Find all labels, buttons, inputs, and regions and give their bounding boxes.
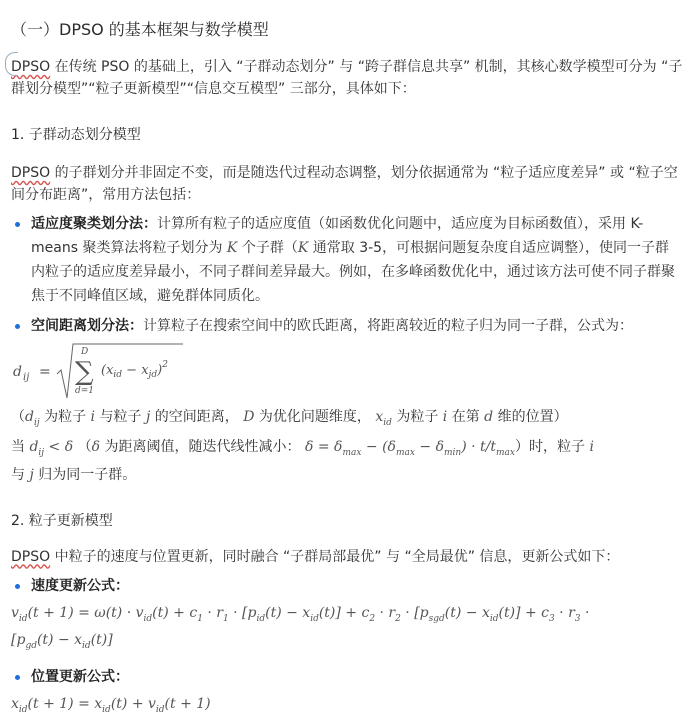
subsection-1-desc xyxy=(11,162,683,206)
sum-icon: ∑ xyxy=(75,357,94,387)
sum-bottom: d=1 xyxy=(75,386,95,396)
bullet-text: 通常取 3-5，可根据问题复杂度自适应调整），使同一子群内粒子的适应度差异最小，不同子群间差异最大。例如，在多峰函数优化中，通过该方法可使不同子群聚焦于不同峰值区域，避免群体同质化。 xyxy=(31,240,675,304)
list-item-position xyxy=(11,665,683,689)
sum-top: D xyxy=(81,347,89,357)
subsection-2-title: 2. 粒子更新模型 xyxy=(11,512,113,529)
intro-text: 在传统 PSO 的基础上，引入 “子群动态划分” 与 “跨子群信息共享” 机制，其核心数学模型可分为 “子群划分模型”“粒子更新模型”“信息交互模型” 三部分，具体如下： xyxy=(11,59,683,97)
list-item-spatial-distance xyxy=(11,314,683,338)
formula-lhs-sub: ij xyxy=(23,372,30,383)
bullet-label: 空间距离划分法： xyxy=(31,318,143,334)
svg-text:=: = xyxy=(39,364,51,380)
bullet-dot-icon xyxy=(15,675,20,680)
bullet-text: 计算粒子在搜索空间中的欧氏距离，将距离较近的粒子归为同一子群，公式为： xyxy=(143,318,633,334)
desc2-text: 中粒子的速度与位置更新，同时融合 “子群局部最优” 与 “全局最优” 信息，更新公式如下： xyxy=(50,548,620,565)
intro-paragraph xyxy=(11,56,683,100)
position-label: 位置更新公式： xyxy=(31,669,129,686)
bullet-text: 计算所有粒子的适应度值（如函数优化问题中，适应度为目标函数值），采用 K-means 聚类算法将粒子划分为 xyxy=(31,216,644,256)
distance-formula xyxy=(11,340,683,402)
bullet-dot-icon xyxy=(15,222,20,227)
velocity-label: 速度更新公式： xyxy=(31,577,129,594)
section-title: （一）DPSO 的基本框架与数学模型 xyxy=(11,20,269,39)
bullet-text: 个子群（ xyxy=(237,240,298,256)
desc1-term: DPSO xyxy=(11,165,51,181)
document xyxy=(11,0,683,721)
bullet-dot-icon xyxy=(15,584,20,589)
bullet-dot-icon xyxy=(15,324,20,329)
grouping-condition: 当 $d_{ij} < \delta$ （δ 为距离阈值，随迭代线性减小： $\delta = \delta_{max} - (\delta_{max} - \delta_{min}) \cdot t/t_{max}$）时，粒子 i 与 j 归为同一子群。 xyxy=(11,438,594,483)
velocity-formula: $v_{id}(t + 1) = \omega(t) \cdot v_{id}(t) + c_1 \cdot r_1 \cdot [p_{id}(t) - x_{id}(t)] + c_2 \cdot r_2 \cdot [p_{sgd}(t) - x_{id}(t)] + c_3 \cdot r_3$ · $[p_{gd}(t) - x_{id}(t)]$ xyxy=(11,604,590,652)
list-item-fitness-clustering xyxy=(11,212,683,308)
subsection-1-title: 1. 子群动态划分模型 xyxy=(11,127,141,143)
margin-marker-icon xyxy=(5,52,18,76)
desc2-term: DPSO xyxy=(11,548,51,565)
math-var: K xyxy=(297,240,309,256)
formula-explanation: （$d_{ij}$ 为粒子 i 与粒子 j 的空间距离， D 为优化问题维度， $x_{id}$ 为粒子 i 在第 d 维的位置） xyxy=(11,409,568,428)
subsection-2-desc xyxy=(11,546,683,568)
position-formula: $x_{id}(t + 1) = x_{id}(t) + v_{id}(t + 1)$ xyxy=(11,696,211,715)
intro-term: DPSO xyxy=(11,59,51,75)
svg-text:(xid − xjd)2: $(x_{id} - x_{jd})^2$ xyxy=(101,360,168,380)
formula-svg xyxy=(11,340,271,402)
math-var: K xyxy=(226,240,238,256)
bullet-label: 适应度聚类划分法： xyxy=(31,216,157,232)
formula-lhs: d xyxy=(13,364,22,380)
desc1-text: 的子群划分并非固定不变，而是随迭代过程动态调整，划分依据通常为 “粒子适应度差异” 或 “粒子空间分布距离”，常用方法包括： xyxy=(11,165,678,203)
list-item-velocity xyxy=(11,574,683,598)
